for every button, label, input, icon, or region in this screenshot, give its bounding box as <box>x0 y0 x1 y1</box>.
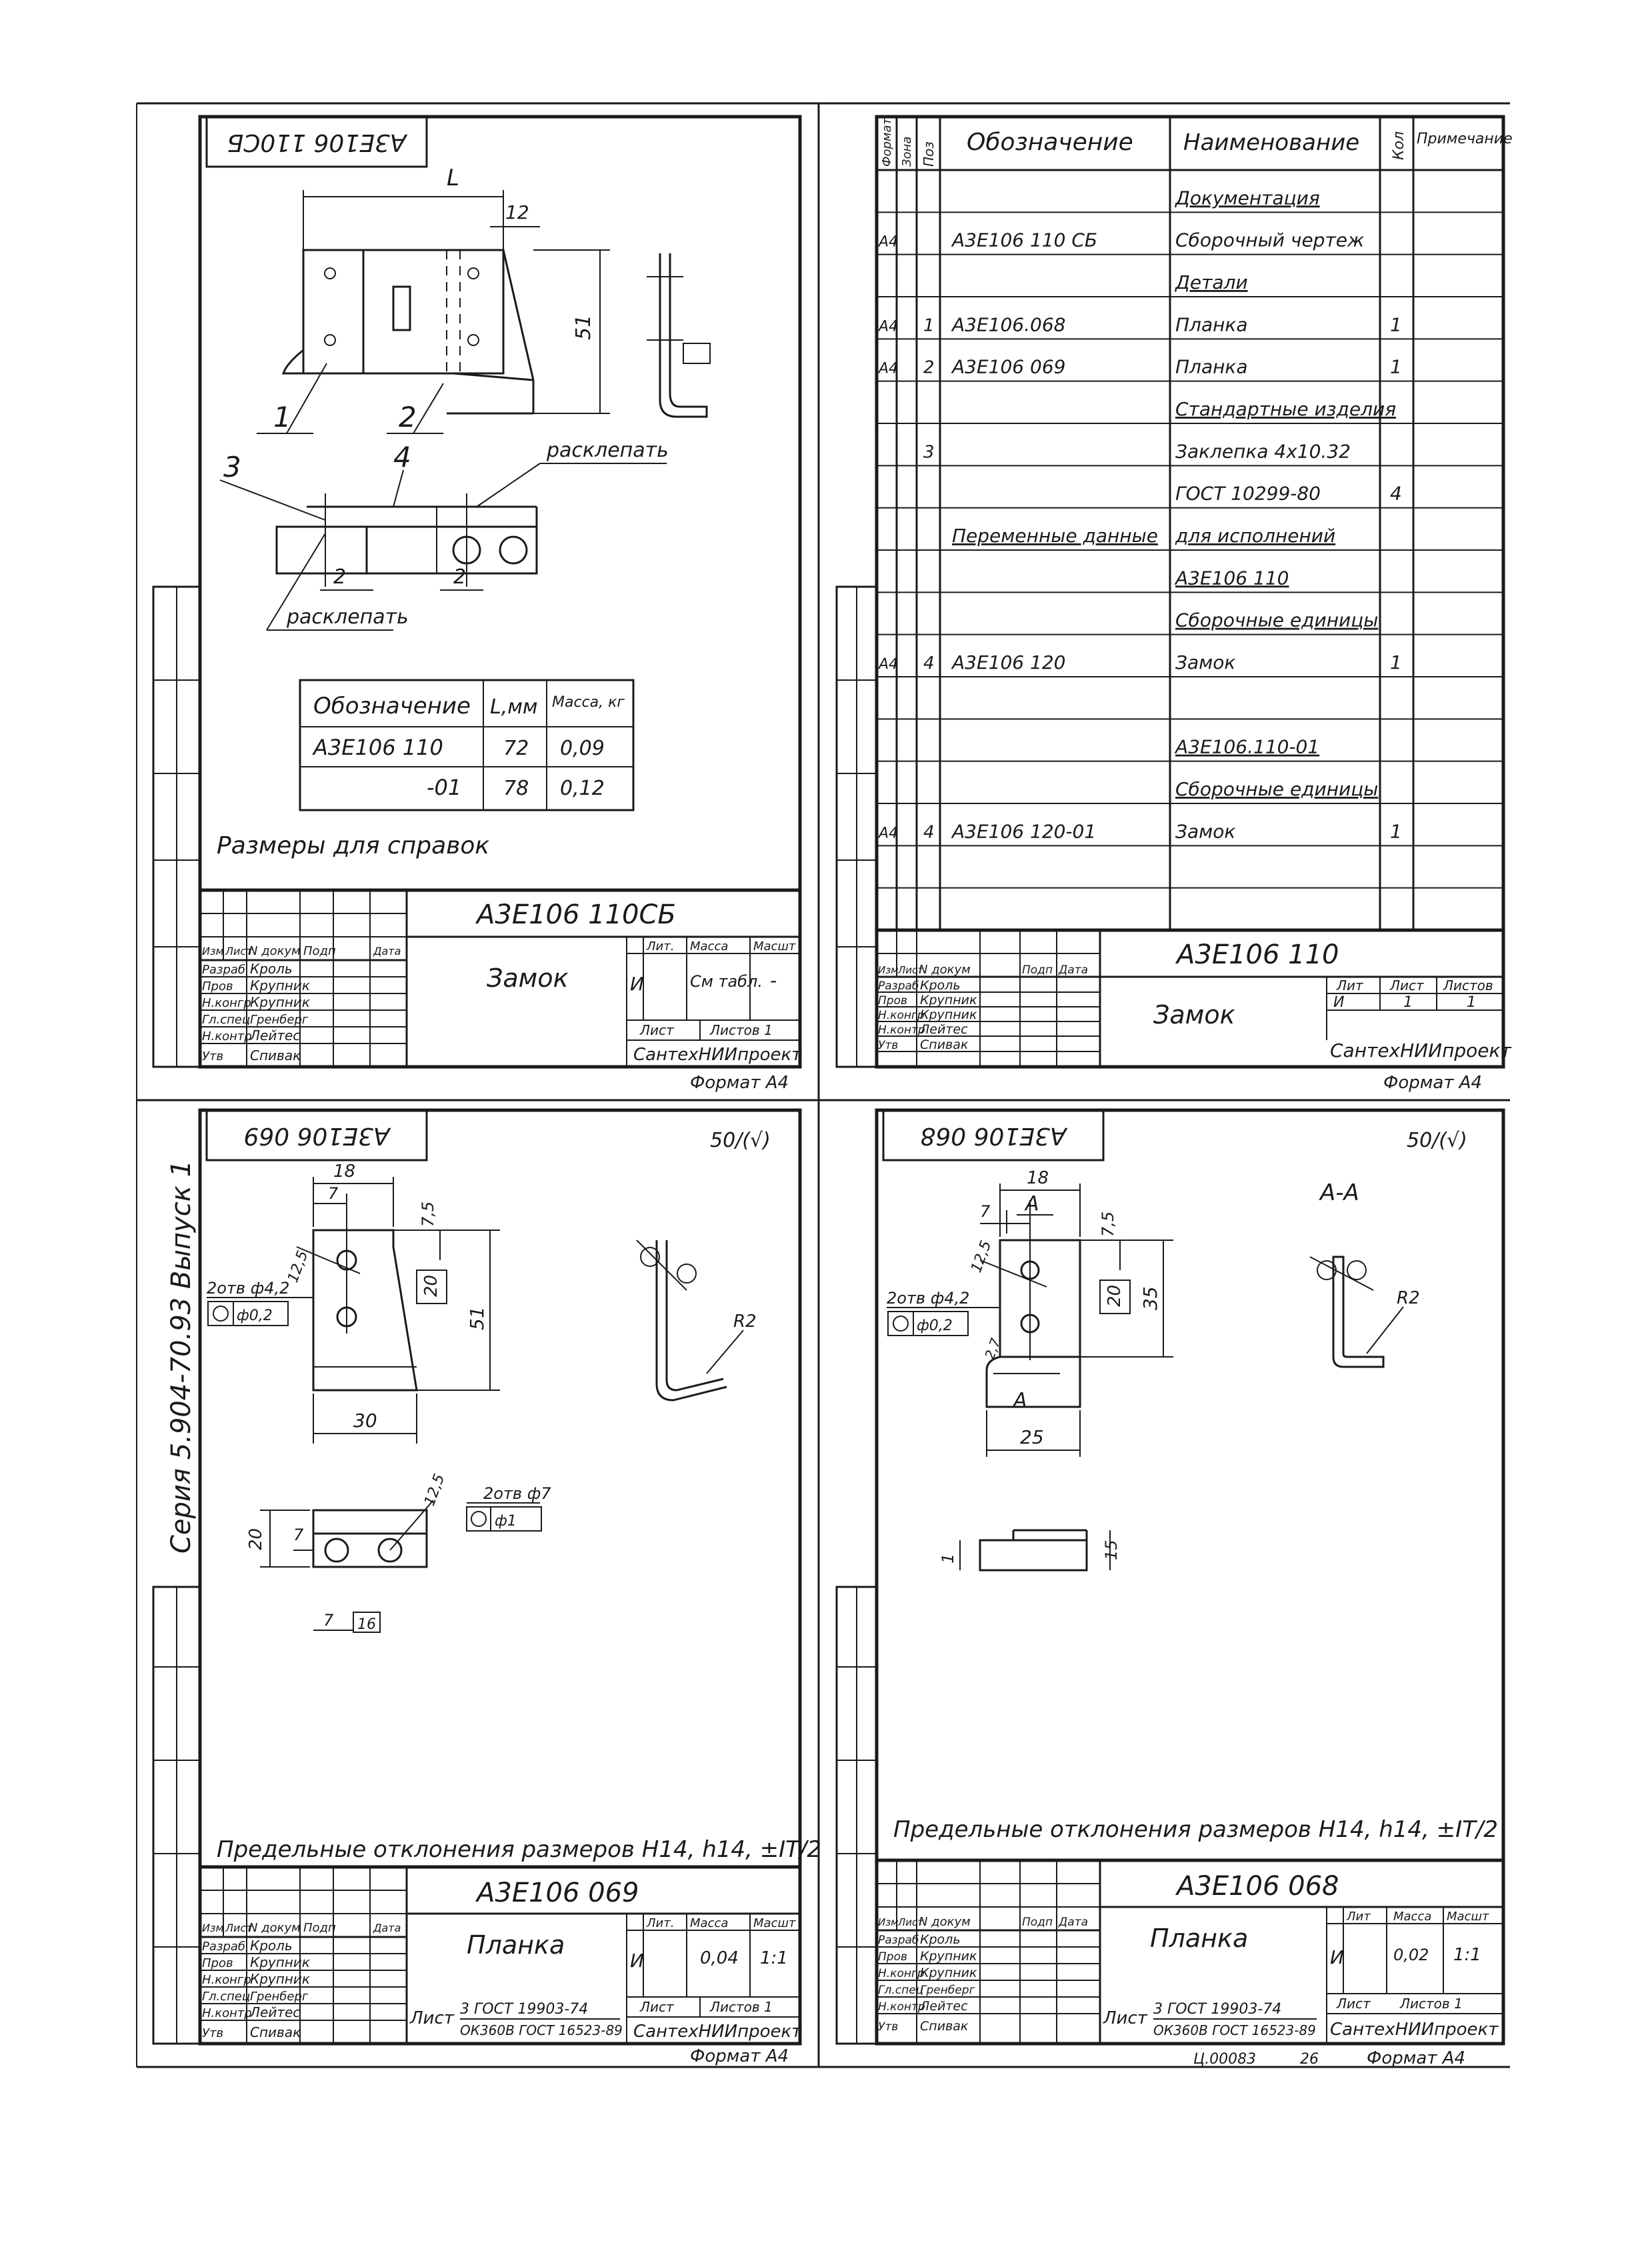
tolerance-note-068: Предельные отклонения размеров Н14, h14, ±IT/2 <box>893 1816 1499 1843</box>
radius-068: R2 <box>1397 1288 1420 1308</box>
pos-2: 2 <box>399 401 417 433</box>
spec-row-code: А3Е106 069 <box>952 355 1066 378</box>
title-block-069 <box>200 1867 802 2044</box>
spec-row-name: Планка <box>1175 355 1248 378</box>
table-head-length: L,мм <box>490 695 538 719</box>
plank068-front-view <box>887 1168 1173 1457</box>
material-1-069: 3 ГОСТ 19903-74 <box>460 2001 589 2018</box>
stamp-head-doc: N докум <box>249 944 301 958</box>
hole-tol-1: ф0,2 <box>237 1308 273 1324</box>
spec-row-pos: 3 <box>923 442 935 463</box>
material-1-068: 3 ГОСТ 19903-74 <box>1153 2001 1282 2018</box>
spec-row-format: А4 <box>879 825 899 842</box>
stamp-name-2: Крупник <box>250 994 310 1010</box>
dim-7-069: 7 <box>328 1184 339 1203</box>
table-head-code: Обозначение <box>313 693 471 719</box>
spec-row-pos: 4 <box>923 822 935 843</box>
dim-20-bottom-069: 20 <box>246 1528 266 1550</box>
stamp-role-4-068: Н.контр <box>878 2000 925 2014</box>
spec-stamp-name-1: Крупник <box>920 993 977 1007</box>
spec-head-zone: Зона <box>900 136 914 167</box>
rotated-code-068: А3Е106 068 <box>920 1122 1067 1150</box>
spec-row-name: А3Е106 110 <box>1175 567 1289 589</box>
mass-value-068: 0,02 <box>1393 1946 1429 1964</box>
stamp-name-0-069: Кроль <box>250 1938 293 1954</box>
table-head-mass: Масса, кг <box>552 694 625 711</box>
scale-header-068: Масшт <box>1447 1910 1489 1924</box>
rotated-code-069: А3Е106 069 <box>243 1122 390 1150</box>
spec-stamp-head-list: Лист <box>898 964 924 976</box>
spec-row-name: А3Е106.110-01 <box>1175 735 1320 758</box>
dim-30-069: 30 <box>353 1410 377 1432</box>
dim-7-bottom-069: 7 <box>293 1526 304 1544</box>
lit-header: Лит. <box>647 939 675 953</box>
spec-row-name: Сборочные единицы <box>1175 778 1379 800</box>
stamp-name-0: Кроль <box>250 961 293 977</box>
stamp-head-data-069: Дата <box>373 1922 401 1934</box>
title-name: Замок <box>487 963 569 993</box>
dim-7-5-068: 7,5 <box>1099 1211 1117 1237</box>
plank069-front-view <box>207 1162 500 1444</box>
spec-stamp-name-2: Крупник <box>920 1007 977 1022</box>
spec-stamp-role-5: Утв <box>878 1039 899 1052</box>
sheets-label-068: Листов 1 <box>1400 1996 1463 2012</box>
spec-row-code: А3Е106 120-01 <box>952 820 1097 843</box>
dim-2-7-068: 2,7 <box>981 1336 1004 1362</box>
rivet-note-bottom: расклепать <box>287 605 409 629</box>
side-strip-069 <box>153 1587 200 2044</box>
stamp-role-2: Н.конгр <box>202 996 251 1010</box>
stamp-head-data: Дата <box>373 945 401 957</box>
spec-row-pos: 1 <box>923 315 935 336</box>
format-label-069: Формат А4 <box>690 2046 789 2066</box>
stamp-role-5-069: Утв <box>202 2026 224 2040</box>
spec-row-name: Сборочные единицы <box>1175 609 1379 631</box>
stamp-head-podp-069: Подп <box>303 1921 336 1935</box>
table-cell-r0-code: А3Е106 110 <box>313 735 443 760</box>
spec-stamp-head-data: Дата <box>1059 963 1089 977</box>
stamp-role-5-068: Утв <box>878 2020 899 2034</box>
sheet-label-069: Лист <box>640 1999 674 2015</box>
stamp-head-doc-069: N докум <box>249 1921 301 1935</box>
lit-header-068: Лит <box>1347 1910 1371 1924</box>
scale-header: Масшт <box>753 939 796 953</box>
lit-value: И <box>630 973 644 995</box>
mass-header-069: Масса <box>690 1916 729 1930</box>
scale-value-069: 1:1 <box>760 1948 788 1968</box>
org-name-068: СантехНИИпроект <box>1330 2020 1499 2040</box>
spec-lit-header: Лит <box>1337 977 1363 993</box>
dim-L: L <box>447 165 459 191</box>
lit-header-069: Лит. <box>647 1916 675 1930</box>
stamp-name-5: Спивак <box>250 1047 301 1063</box>
spec-row-pos: 2 <box>923 357 935 378</box>
roughness-068: 50/(√) <box>1407 1129 1467 1152</box>
dim-16-069: 16 <box>357 1616 376 1633</box>
roughness-069: 50/(√) <box>710 1129 771 1152</box>
mass-header-068: Масса <box>1393 1910 1432 1924</box>
stamp-role-1-069: Пров <box>202 1956 233 1970</box>
dim-7b-069: 7 <box>323 1611 334 1630</box>
dim-15-068: 15 <box>1102 1540 1121 1560</box>
spec-head-qty: Кол <box>1391 131 1407 160</box>
stamp-name-4: Лейтес <box>250 1027 301 1043</box>
org-name-069: СантехНИИпроект <box>633 2022 802 2042</box>
page-number: 26 <box>1300 2051 1319 2068</box>
spec-stamp-head-izm: Изм <box>878 964 899 976</box>
material-2-069: ОК360В ГОСТ 16523-89 <box>460 2022 623 2038</box>
stamp-name-1: Крупник <box>250 977 310 993</box>
stamp-name-4-069: Лейтес <box>250 2004 301 2020</box>
spec-sheets-value: 1 <box>1467 994 1476 1011</box>
stamp-role-4: Н.контр <box>202 1029 252 1043</box>
spec-row-code: Переменные данные <box>952 525 1158 547</box>
stamp-name-5-069: Спивак <box>250 2024 301 2040</box>
spec-row-name: для исполнений <box>1175 525 1336 547</box>
dim-35-068: 35 <box>1139 1286 1161 1310</box>
spec-row-name: Замок <box>1175 651 1236 673</box>
stamp-role-0: Разраб <box>202 963 246 977</box>
assembly-top-view <box>257 165 610 433</box>
spec-stamp-name-5: Спивак <box>920 1037 969 1052</box>
spec-row-name: ГОСТ 10299-80 <box>1175 482 1321 505</box>
assembly-bottom-view <box>220 439 669 630</box>
spec-stamp-role-0: Разраб <box>878 979 919 993</box>
spec-rows <box>877 170 1503 930</box>
stamp-role-1-068: Пров <box>878 1950 907 1964</box>
sheet-label: Лист <box>640 1022 674 1038</box>
stamp-role-4-069: Н.контр <box>202 2006 252 2020</box>
series-label: Серия 5.904-70.93 Выпуск 1 <box>166 1160 197 1554</box>
side-strip-068 <box>837 1587 877 2044</box>
spec-row-qty: 1 <box>1390 820 1402 843</box>
spec-stamp-role-1: Пров <box>878 994 907 1007</box>
plank069-bottom-view <box>246 1472 551 1633</box>
hole-note-068: 2отв ф4,2 <box>887 1289 970 1308</box>
spec-row-qty: 1 <box>1390 313 1402 336</box>
spec-sheet-value: 1 <box>1403 994 1413 1011</box>
stamp-head-izm-069: Изм <box>202 1922 224 1934</box>
scale-value: - <box>770 969 777 991</box>
stamp-name-1-069: Крупник <box>250 1954 310 1970</box>
dim-7-068: 7 <box>980 1202 991 1221</box>
table-cell-r1-length: 78 <box>503 777 529 800</box>
spec-stamp-role-2: Н.конгр <box>878 1009 925 1022</box>
spec-head-name: Наименование <box>1183 129 1360 156</box>
dim-51-069: 51 <box>466 1306 488 1330</box>
sheet-label-068: Лист <box>1337 1996 1371 2012</box>
plank068-bottom-view <box>939 1530 1121 1570</box>
stamp-head-doc-068: N докум <box>919 1915 971 1929</box>
sheet-plank069 <box>153 1110 821 2066</box>
lit-value-068: И <box>1330 1946 1344 1968</box>
stamp-name-1-068: Крупник <box>920 1949 977 1964</box>
spec-row-code: А3Е106.068 <box>952 313 1066 336</box>
hole-note-1: 2отв ф4,2 <box>207 1279 290 1298</box>
dim-25-068: 25 <box>1020 1426 1044 1448</box>
spec-stamp-head-podp: Подп <box>1022 963 1053 977</box>
spec-row-format: А4 <box>879 233 899 251</box>
spec-row-pos: 4 <box>923 653 935 673</box>
spec-stamp-role-4: Н.контр <box>878 1023 925 1037</box>
dim-1-068: 1 <box>939 1553 957 1564</box>
spec-row-format: А4 <box>879 318 899 335</box>
spec-head-code: Обозначение <box>967 129 1133 156</box>
stamp-role-2-068: Н.конгр <box>878 1967 925 1980</box>
title-code-068: А3Е106 068 <box>1177 1871 1339 1902</box>
section-title: А-А <box>1320 1180 1359 1206</box>
stamp-name-4-068: Лейтес <box>920 1999 968 2014</box>
spec-title-name: Замок <box>1153 1000 1235 1029</box>
sheet-assembly <box>153 117 802 1093</box>
table-cell-r1-code: -01 <box>427 775 462 800</box>
stamp-head-data-068: Дата <box>1059 1916 1089 1929</box>
sheet-plank068 <box>837 1110 1503 2068</box>
sheets-label-069: Листов 1 <box>710 1999 773 2015</box>
dim-18-069: 18 <box>333 1162 356 1182</box>
spec-row-qty: 1 <box>1390 355 1402 378</box>
table-cell-r0-length: 72 <box>503 737 529 760</box>
stamp-name-3-068: Гренберг <box>920 1984 975 1997</box>
hole-note-2: 2отв ф7 <box>483 1484 551 1503</box>
table-cell-r1-mass: 0,12 <box>560 777 605 800</box>
stamp-name-3: Гренберг <box>250 1013 309 1027</box>
dim-20-069: 20 <box>421 1274 441 1297</box>
dim-12-5-069: 12,5 <box>285 1248 312 1286</box>
stamp-head-list: Лист <box>225 945 253 957</box>
stamp-head-izm: Изм <box>202 945 224 957</box>
spec-row-name: Детали <box>1175 271 1248 293</box>
spec-row-name: Заклепка 4х10.32 <box>1175 440 1351 463</box>
spec-row-format: А4 <box>879 656 899 673</box>
dim-7-5-069: 7,5 <box>419 1201 437 1227</box>
spec-stamp-name-4: Лейтес <box>920 1022 968 1037</box>
stamp-role-3-069: Гл.спец <box>202 1990 251 2004</box>
dim-2b: 2 <box>453 565 467 589</box>
mass-value-069: 0,04 <box>700 1948 739 1968</box>
spec-stamp-name-0: Кроль <box>920 978 961 993</box>
mass-header: Масса <box>690 939 729 953</box>
section-mark-bottom: А <box>1013 1389 1027 1412</box>
side-strip <box>153 587 200 1067</box>
stamp-head-podp-068: Подп <box>1022 1916 1053 1929</box>
tolerance-note-069: Предельные отклонения размеров Н14, h14, ±IT/2 <box>217 1836 822 1863</box>
mass-value: См табл. <box>690 972 763 991</box>
pos-1: 1 <box>273 401 291 433</box>
section-mark-top: А <box>1025 1192 1039 1216</box>
assembly-side-view <box>647 253 710 417</box>
stamp-role-1: Пров <box>202 979 233 993</box>
spec-head-note: Примечание <box>1417 131 1513 147</box>
spec-row-name: Сборочный чертеж <box>1175 229 1365 251</box>
sheet-spec <box>837 117 1513 1093</box>
spec-title-code: А3Е106 110 <box>1177 939 1339 970</box>
rotated-code: А3Е106 110СБ <box>227 129 407 156</box>
spec-row-name: Стандартные изделия <box>1175 398 1397 420</box>
stamp-head-izm-068: Изм <box>878 1916 899 1928</box>
dim-12-5-068: 12,5 <box>968 1238 995 1276</box>
dim-2a: 2 <box>333 565 347 589</box>
title-name-068: Планка <box>1150 1924 1249 1953</box>
footer-code: Ц.00083 <box>1193 2051 1257 2068</box>
material-label-069: Лист <box>410 2008 454 2028</box>
spec-lit-value: И <box>1333 994 1345 1011</box>
stamp-name-2-068: Крупник <box>920 1966 977 1980</box>
org-name: СантехНИИпроект <box>633 1045 802 1065</box>
spec-sheet-header: Лист <box>1390 977 1424 993</box>
plank069-side-view <box>637 1240 757 1400</box>
material-label-068: Лист <box>1103 2008 1147 2028</box>
reference-note: Размеры для справок <box>217 832 490 859</box>
spec-sheets-header: Листов <box>1443 977 1493 993</box>
title-block-assembly <box>200 890 802 1067</box>
title-code: А3Е106 110СБ <box>477 899 676 930</box>
title-block-068 <box>877 1860 1503 2044</box>
spec-row-code: А3Е106 110 СБ <box>952 229 1098 251</box>
stamp-role-3: Гл.спец <box>202 1013 251 1027</box>
sheets-label: Листов 1 <box>710 1022 773 1038</box>
spec-row-code: А3Е106 120 <box>952 651 1066 673</box>
scale-header-069: Масшт <box>753 1916 796 1930</box>
stamp-role-5: Утв <box>202 1049 224 1063</box>
spec-stamp-head-doc: N докум <box>919 963 971 977</box>
rivet-note-top: расклепать <box>547 439 669 462</box>
stamp-role-2-069: Н.конгр <box>202 1973 251 1987</box>
spec-row-name: Планка <box>1175 313 1248 336</box>
stamp-role-0-069: Разраб <box>202 1940 246 1954</box>
spec-row-qty: 1 <box>1390 651 1402 673</box>
dim-12-5b-069: 12,5 <box>421 1472 449 1509</box>
lit-value-069: И <box>630 1950 644 1972</box>
hole-tol-2: ф1 <box>495 1513 517 1530</box>
spec-org-name: СантехНИИпроект <box>1330 1039 1511 1061</box>
stamp-head-list-069: Лист <box>225 1922 253 1934</box>
spec-row-name: Документация <box>1175 187 1320 209</box>
spec-format-label: Формат А4 <box>1383 1073 1483 1093</box>
format-label: Формат А4 <box>690 1073 789 1093</box>
stamp-head-list-068: Лист <box>898 1916 924 1928</box>
versions-table <box>300 680 633 810</box>
dim-51: 51 <box>572 314 595 340</box>
dim-20-068: 20 <box>1105 1284 1125 1307</box>
table-cell-r0-mass: 0,09 <box>560 737 605 760</box>
stamp-name-0-068: Кроль <box>920 1932 961 1947</box>
spec-row-name: Замок <box>1175 820 1236 843</box>
spec-row-qty: 4 <box>1390 482 1402 505</box>
stamp-head-podp: Подп <box>303 944 336 958</box>
title-name-069: Планка <box>467 1930 565 1960</box>
pos-4: 4 <box>393 441 411 473</box>
spec-row-format: А4 <box>879 360 899 377</box>
title-block-spec <box>877 930 1511 1067</box>
pos-3: 3 <box>223 451 241 483</box>
stamp-role-0-068: Разраб <box>878 1934 919 1947</box>
material-2-068: ОК360В ГОСТ 16523-89 <box>1153 2022 1316 2038</box>
stamp-name-3-069: Гренберг <box>250 1990 309 2004</box>
format-label-068: Формат А4 <box>1367 2048 1466 2068</box>
dim-12: 12 <box>505 201 529 223</box>
plank068-section <box>1310 1180 1420 1367</box>
stamp-name-5-068: Спивак <box>920 2019 969 2034</box>
dim-18-068: 18 <box>1027 1168 1049 1188</box>
spec-head-pos: Поз <box>921 141 937 167</box>
radius-069: R2 <box>733 1312 757 1332</box>
scale-value-068: 1:1 <box>1453 1945 1481 1965</box>
stamp-name-2-069: Крупник <box>250 1971 310 1987</box>
hole-tol-068: ф0,2 <box>917 1318 953 1334</box>
title-code-069: А3Е106 069 <box>477 1878 639 1908</box>
side-strip-spec <box>837 587 877 1067</box>
stamp-role-3-068: Гл.спец <box>878 1984 924 1997</box>
spec-head-format: Формат <box>880 117 894 167</box>
